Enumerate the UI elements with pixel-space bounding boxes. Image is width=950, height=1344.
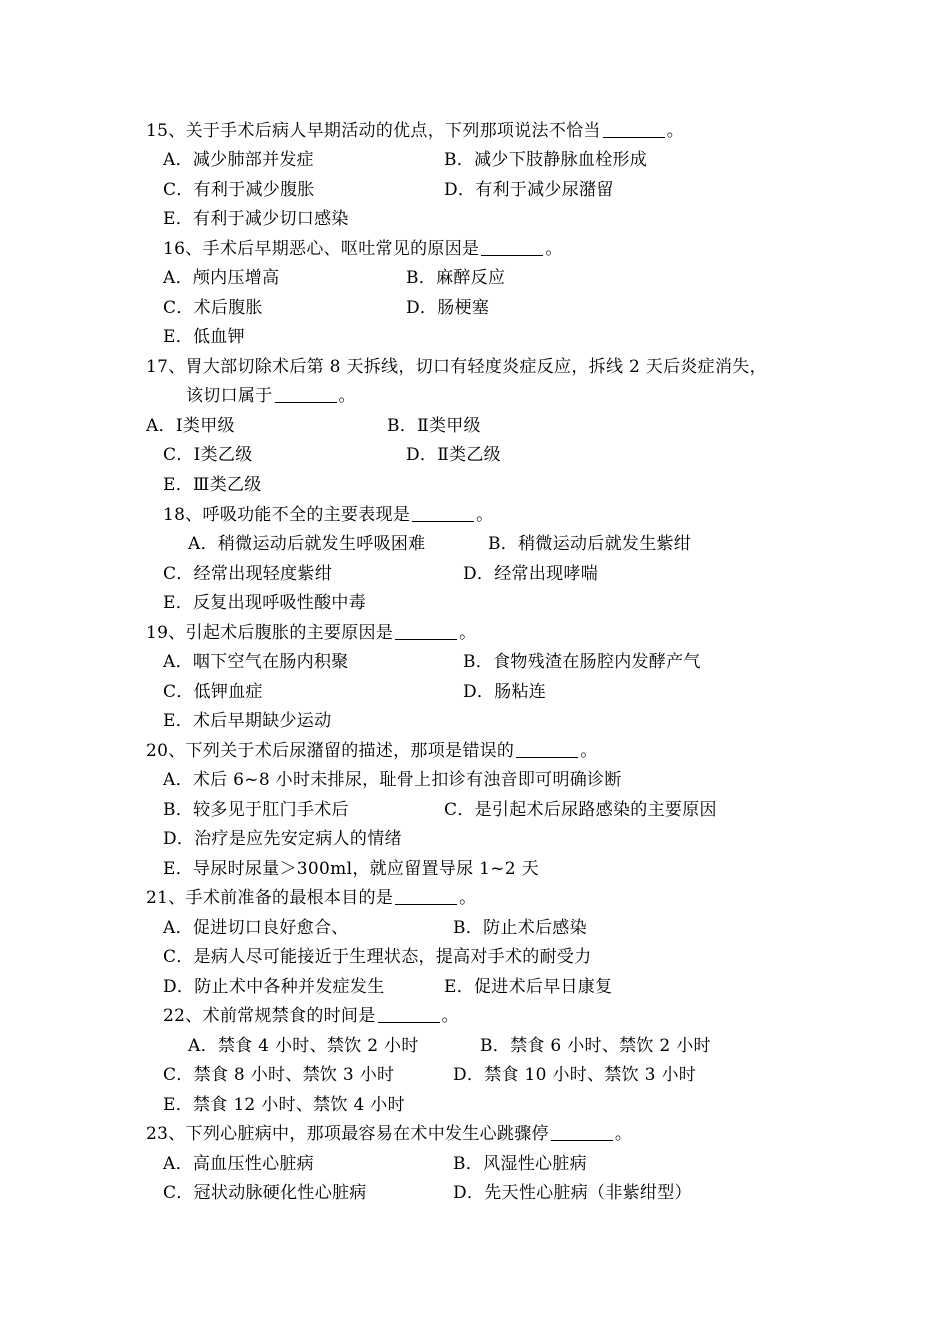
question-stem-end: 。 [338,386,356,406]
question-stem-text: 22、术前常规禁食的时间是 [163,1006,376,1026]
answer-blank[interactable] [603,119,665,138]
question-stem-text: 20、下列关于术后尿潴留的描述，那项是错误的 [146,741,515,761]
question-22-stem [163,1001,459,1031]
option-c: C．有利于减少腹胀 [163,180,315,200]
option-b: B．风湿性心脏病 [453,1154,587,1174]
option-e: E．有利于减少切口感染 [163,209,349,229]
question-stem-end: 。 [459,888,477,908]
option-c: C．术后腹胀 [163,298,263,318]
question-20-stem [146,736,598,766]
option-b: B．较多见于肛门手术后 [163,800,349,820]
option-e: E．Ⅲ类乙级 [163,475,262,495]
answer-blank[interactable] [412,503,474,522]
option-d: D．治疗是应先安定病人的情绪 [163,829,402,849]
option-c: C．冠状动脉硬化性心脏病 [163,1183,367,1203]
question-stem-end: 。 [441,1006,459,1026]
answer-blank[interactable] [551,1122,613,1141]
option-e: E．反复出现呼吸性酸中毒 [163,593,367,613]
option-a: A．减少肺部并发症 [163,150,314,170]
question-21-stem [146,883,476,913]
option-a: A．促进切口良好愈合、 [163,918,349,938]
option-c: C．低钾血症 [163,682,263,702]
option-b: B．稍微运动后就发生紫绀 [488,534,692,554]
option-b: B．减少下肢静脉血栓形成 [444,150,648,170]
option-d: D．肠粘连 [463,682,547,702]
option-d: D．有利于减少尿潴留 [444,180,614,200]
option-a: A．咽下空气在肠内积聚 [163,652,349,672]
question-stem-text: 23、下列心脏病中，那项最容易在术中发生心跳骤停 [146,1124,549,1144]
question-stem-text: 19、引起术后腹胀的主要原因是 [146,623,394,643]
question-19-stem [146,618,476,648]
option-e: E．术后早期缺少运动 [163,711,332,731]
option-c: C．是引起术后尿路感染的主要原因 [444,800,717,820]
option-e: E．促进术后早日康复 [444,977,613,997]
option-d: D．防止术中各种并发症发生 [163,977,385,997]
question-stem-end: 。 [666,121,685,141]
question-17-stem-line1: 17、胃大部切除术后第 8 天拆线，切口有轻度炎症反应，拆线 2 天后炎症消失， [146,357,767,377]
option-b: B．食物残渣在肠腔内发酵产气 [463,652,701,672]
option-a: A．颅内压增高 [163,268,280,288]
question-stem-end: 。 [476,505,494,525]
option-c: C．Ⅰ类乙级 [163,445,253,465]
question-stem-text: 该切口属于 [186,386,273,406]
question-stem-text: 15、关于手术后病人早期活动的优点，下列那项说法不恰当 [146,121,601,141]
question-17-stem-line2 [186,381,356,411]
option-d: D．肠梗塞 [406,298,490,318]
question-stem-end: 。 [459,623,477,643]
option-b: B．禁食 6 小时、禁饮 2 小时 [480,1036,711,1056]
question-15-stem [146,116,684,146]
answer-blank[interactable] [275,384,337,403]
option-a: A．禁食 4 小时、禁饮 2 小时 [188,1036,419,1056]
option-a: A．Ⅰ类甲级 [146,416,235,436]
answer-blank[interactable] [481,237,543,256]
question-stem-text: 18、呼吸功能不全的主要表现是 [163,505,411,525]
option-e: E．低血钾 [163,327,245,347]
option-b: B．麻醉反应 [406,268,506,288]
option-d: D．经常出现哮喘 [463,564,599,584]
question-23-stem [146,1119,632,1149]
question-stem-end: 。 [545,239,563,259]
option-a: A．术后 6~8 小时未排尿，耻骨上扣诊有浊音即可明确诊断 [163,770,622,790]
option-c: C．经常出现轻度紫绀 [163,564,333,584]
option-b: B．Ⅱ类甲级 [387,416,481,436]
option-b: B．防止术后感染 [453,918,587,938]
option-d: D．Ⅱ类乙级 [406,445,501,465]
question-stem-text: 21、手术前准备的最根本目的是 [146,888,394,908]
answer-blank[interactable] [395,886,457,905]
option-e: E．导尿时尿量＞300ml，就应留置导尿 1~2 天 [163,859,539,879]
answer-blank[interactable] [378,1004,440,1023]
answer-blank[interactable] [395,621,457,640]
question-16-stem [163,234,563,264]
question-18-stem [163,500,493,530]
option-c: C．禁食 8 小时、禁饮 3 小时 [163,1065,395,1085]
option-e: E．禁食 12 小时、禁饮 4 小时 [163,1095,405,1115]
option-c: C．是病人尽可能接近于生理状态，提高对手术的耐受力 [163,947,592,967]
option-d: D．禁食 10 小时、禁饮 3 小时 [453,1065,697,1085]
answer-blank[interactable] [516,739,578,758]
question-stem-end: 。 [614,1124,633,1144]
question-stem-text: 16、手术后早期恶心、呕吐常见的原因是 [163,239,480,259]
option-d: D．先天性心脏病（非紫绀型） [453,1183,692,1203]
option-a: A．稍微运动后就发生呼吸困难 [188,534,426,554]
option-a: A．高血压性心脏病 [163,1154,314,1174]
question-stem-end: 。 [580,741,598,761]
